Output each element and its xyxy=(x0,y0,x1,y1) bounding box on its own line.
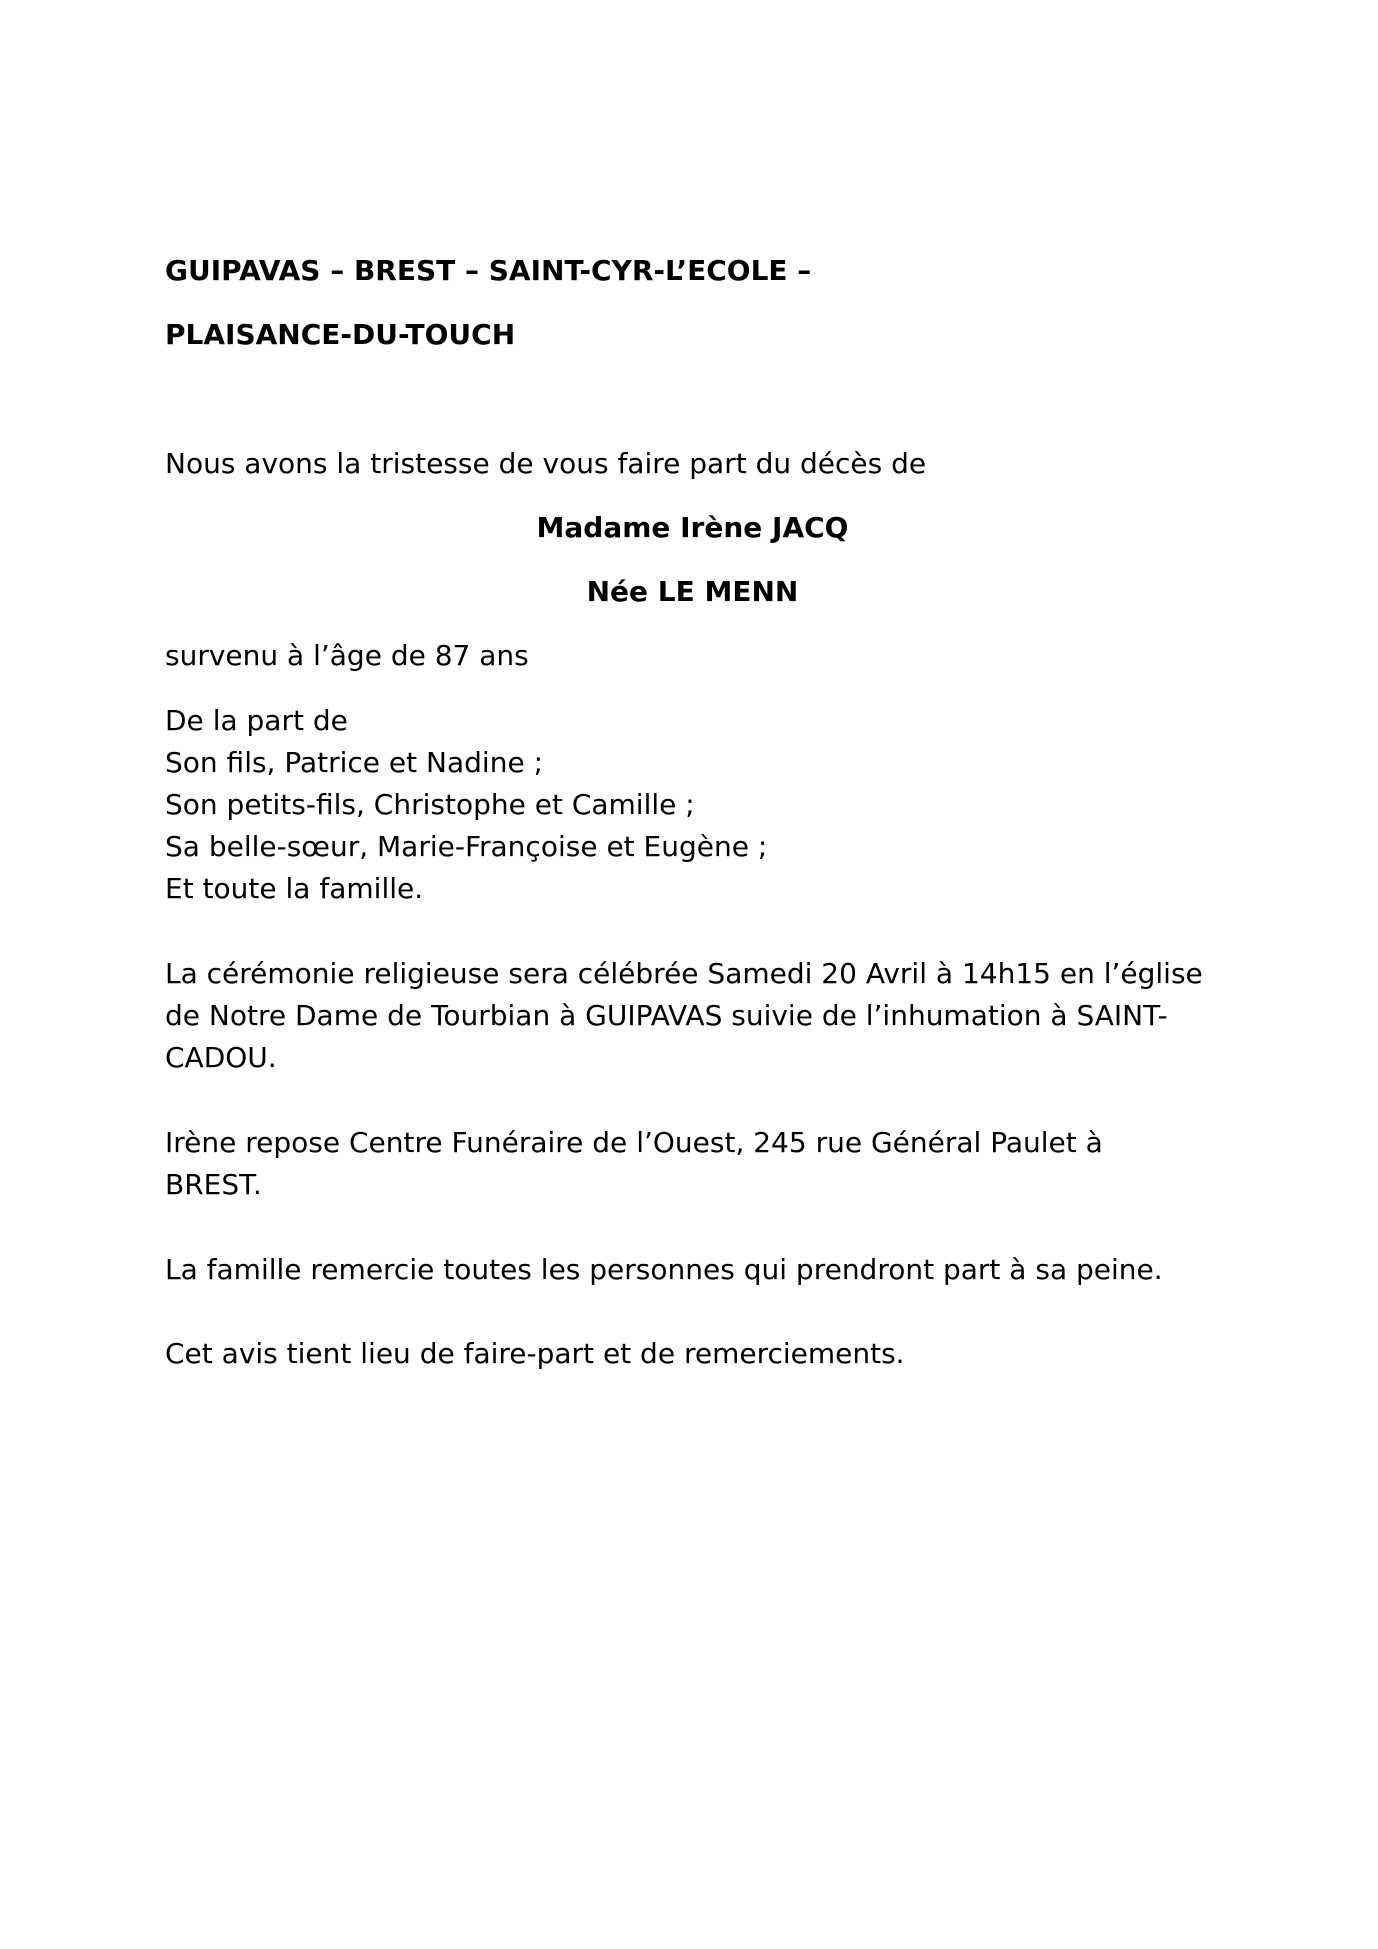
family-member: Sa belle-sœur, Marie-Françoise et Eugène ; xyxy=(165,830,768,863)
rest-location-line: BREST. xyxy=(165,1168,262,1201)
ceremony-line: La cérémonie religieuse sera célébrée Samedi 20 Avril à 14h15 en l’église xyxy=(165,957,1203,990)
closing-text: Cet avis tient lieu de faire-part et de remerciements. xyxy=(165,1337,905,1370)
age-text: survenu à l’âge de 87 ans xyxy=(165,639,529,672)
family-member: Et toute la famille. xyxy=(165,872,424,905)
heading-line-2: PLAISANCE-DU-TOUCH xyxy=(165,318,516,351)
family-member: Son petits-fils, Christophe et Camille ; xyxy=(165,788,695,821)
thanks-text: La famille remercie toutes les personnes qui prendront part à sa peine. xyxy=(165,1253,1163,1286)
heading-line-1: GUIPAVAS – BREST – SAINT-CYR-L’ECOLE – xyxy=(165,254,812,287)
maiden-name: Née LE MENN xyxy=(586,575,799,608)
announcement-intro: Nous avons la tristesse de vous faire part du décès de xyxy=(165,447,927,480)
family-member: Son fils, Patrice et Nadine ; xyxy=(165,746,543,779)
family-intro: De la part de xyxy=(165,704,348,737)
rest-location-line: Irène repose Centre Funéraire de l’Ouest, 245 rue Général Paulet à xyxy=(165,1126,1103,1159)
ceremony-line: de Notre Dame de Tourbian à GUIPAVAS suivie de l’inhumation à SAINT- xyxy=(165,999,1168,1032)
ceremony-line: CADOU. xyxy=(165,1041,277,1074)
deceased-name: Madame Irène JACQ xyxy=(536,511,849,544)
